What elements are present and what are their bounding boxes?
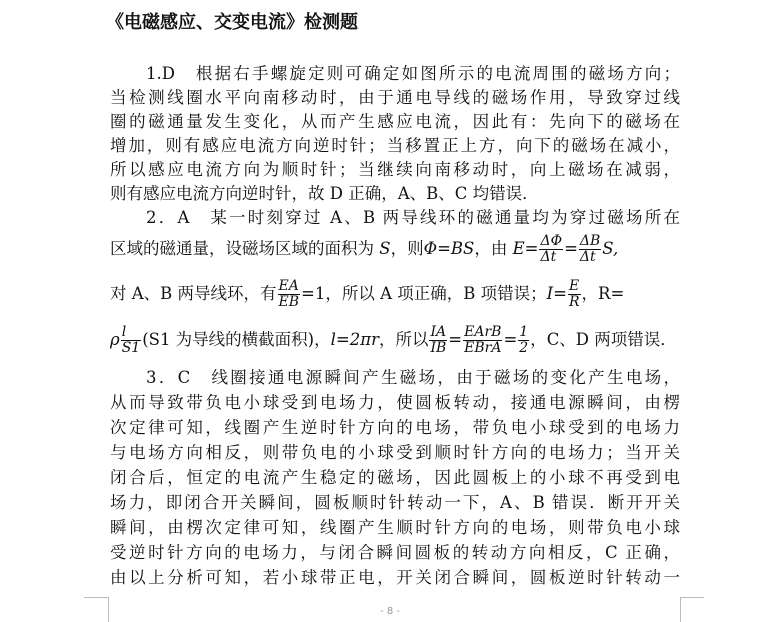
eq-text: = (448, 330, 463, 349)
fraction-numerator: IA (430, 324, 447, 340)
fraction (429, 325, 447, 356)
fraction-denominator: Δt (579, 249, 596, 265)
text-line: 增加，则有感应电流方向逆时针；当移置正上方，向下的磁场在减小， (110, 136, 680, 155)
text-line: 当检测线圈水平向南移动时，由于通电导线的磁场作用，导致穿过线 (110, 88, 680, 107)
eq-text: (S1 为导线的横截面积)， (142, 330, 331, 349)
fraction (568, 279, 581, 310)
text-line: 场力，即闭合开关瞬间，圆板顺时针转动一下，A、B 错误．断开开关 (110, 493, 680, 512)
fraction-numerator: EA (278, 278, 299, 294)
document-title: 《电磁感应、交变电流》检测题 (106, 12, 358, 33)
text-line: 次定律可知，线圈产生逆时针方向的电场，带负电小球受到的电场力 (110, 418, 680, 437)
page-margin-mark (680, 597, 704, 598)
text-line: 3．C 线圈接通电源瞬间产生磁场，由于磁场的变化产生电场， (146, 368, 680, 387)
fraction (579, 234, 601, 265)
eq-text: =1，所以 A 项正确，B 项错误； (301, 284, 547, 303)
equation-line (110, 274, 680, 314)
eq-var: S (379, 239, 391, 258)
fraction-numerator: E (569, 278, 580, 294)
equation-line (110, 320, 680, 360)
fraction (121, 325, 142, 356)
text-line: 圈的磁通量发生变化，从而产生感应电流，因此有：先向下的磁场在 (110, 112, 680, 131)
fraction-denominator: EB (278, 294, 300, 310)
eq-text: ，所以 (378, 330, 429, 349)
fraction-numerator: l (121, 325, 142, 341)
fraction-numerator: ΔB (579, 233, 601, 249)
fraction (539, 234, 563, 265)
fraction (518, 325, 529, 356)
text-line: 所以感应电流方向为顺时针；当继续向南移动时，向上磁场在减弱， (110, 160, 680, 179)
eq-text: ，则 (390, 239, 424, 258)
fraction-denominator: Δt (540, 249, 557, 265)
fraction-numerator: EArB (464, 324, 502, 340)
eq-text: ，R= (581, 284, 625, 303)
eq-text: = (564, 239, 578, 258)
page-margin-mark (84, 597, 108, 598)
fraction-denominator: S1 (121, 340, 141, 356)
fraction-denominator: IB (430, 340, 447, 356)
eq-formula: Φ=BS (423, 239, 475, 258)
eq-var: E= (512, 239, 539, 258)
eq-text: 对 A、B 两导线环，有 (110, 284, 277, 303)
text-line: 受逆时针方向的电场力，与闭合瞬间圆板的转动方向相反，C 正确， (110, 543, 680, 562)
fraction-denominator: R (569, 294, 580, 310)
eq-text: 区域的磁通量，设磁场区域的面积为 (110, 239, 380, 258)
text-line: 则有感应电流方向逆时针，故 D 正确，A、B、C 均错误． (110, 184, 539, 203)
fraction (463, 325, 502, 356)
eq-var: S, (602, 239, 619, 258)
eq-text: = (503, 330, 518, 349)
eq-var: I= (546, 284, 567, 303)
eq-text: ，由 (474, 239, 513, 258)
fraction-numerator: ΔΦ (540, 233, 563, 249)
eq-formula: l=2πr (330, 330, 379, 349)
eq-var: ρ (110, 330, 120, 349)
page-margin-mark (680, 597, 681, 622)
fraction (278, 279, 301, 310)
text-line: 瞬间，由楞次定律可知，线圈产生顺时针方向的电场，则带负电小球 (110, 518, 680, 537)
fraction-denominator: EBrA (464, 340, 502, 356)
fraction-numerator: 1 (519, 324, 529, 340)
text-line: 闭合后，恒定的电流产生稳定的磁场，因此圆板上的小球不再受到电 (110, 468, 680, 487)
eq-text: ，C、D 两项错误． (530, 330, 677, 349)
text-line: 与电场方向相反，则带负电的小球受到顺时针方向的电场力；当开关 (110, 443, 680, 462)
text-line: 从而导致带负电小球受到电场力，使圆板转动，接通电源瞬间，由楞 (110, 393, 680, 412)
text-line: 1.D 根据右手螺旋定则可确定如图所示的电流周围的磁场方向； (146, 64, 680, 83)
page-number: - 8 - (380, 606, 400, 617)
fraction-denominator: 2 (519, 340, 529, 356)
text-line: 由以上分析可知，若小球带正电，开关闭合瞬间，圆板逆时针转动一 (110, 568, 680, 587)
equation-line (110, 232, 680, 266)
page-margin-mark (108, 597, 109, 622)
text-line: 2．A 某一时刻穿过 A、B 两导线环的磁通量均为穿过磁场所在 (146, 208, 680, 227)
